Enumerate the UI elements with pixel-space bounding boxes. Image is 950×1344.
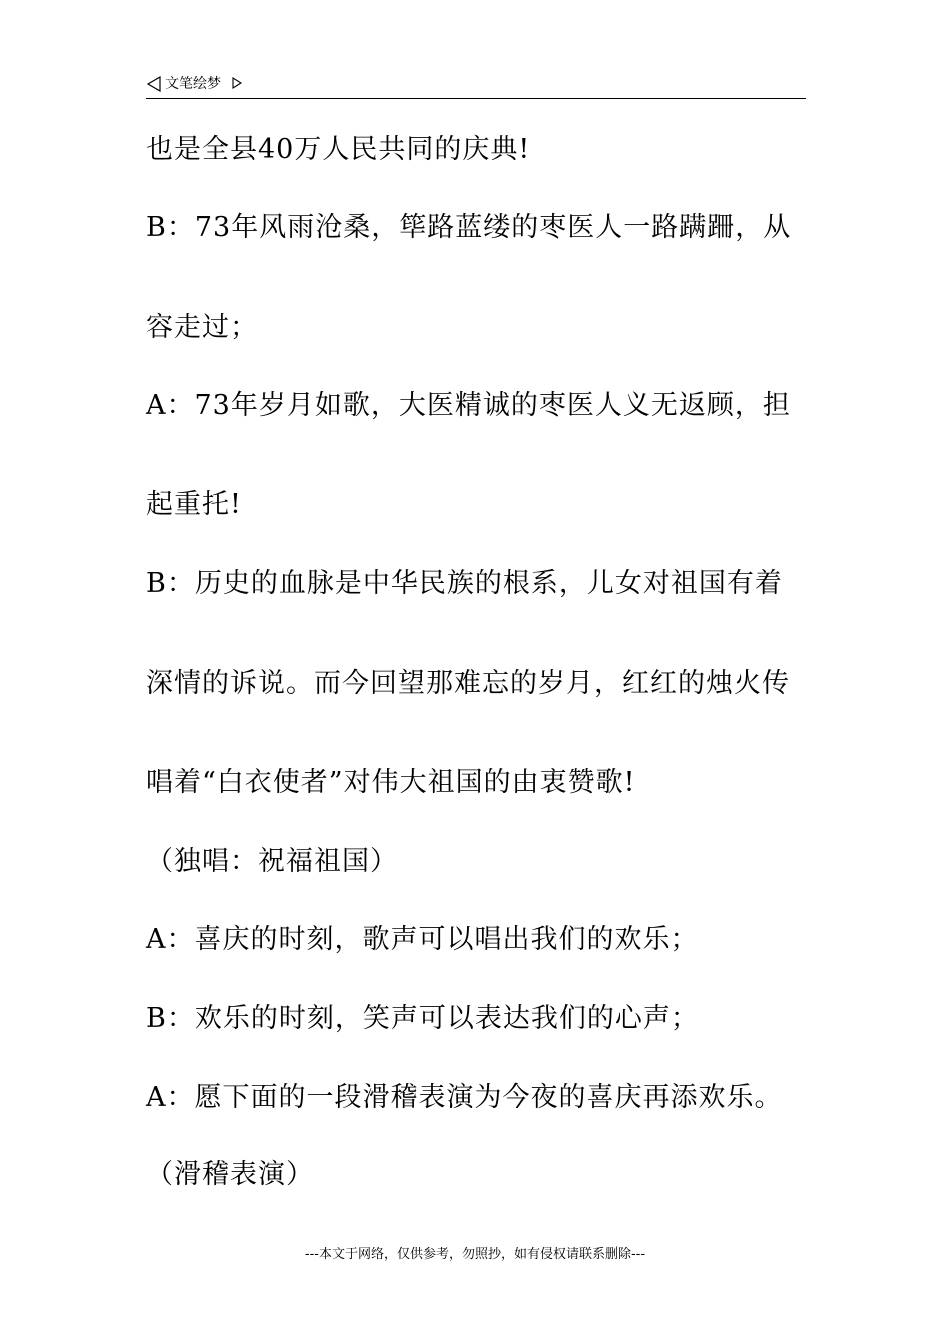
body-line: 深情的诉说。而今回望那难忘的岁月，红红的烛火传 <box>146 668 790 699</box>
body-line: （独唱：祝福祖国） <box>146 846 398 877</box>
page-footer: ---本文于网络，仅供参考，勿照抄，如有侵权请联系删除--- <box>304 1247 646 1262</box>
header-title: 文笔绘梦 <box>165 76 221 92</box>
body-line: A：喜庆的时刻，歌声可以唱出我们的欢乐； <box>146 924 699 955</box>
body-line: B：73年风雨沧桑，筚路蓝缕的枣医人一路蹒跚，从 <box>146 212 792 243</box>
page-header <box>146 74 806 99</box>
body-line: （滑稽表演） <box>146 1159 314 1190</box>
body-line: B：历史的血脉是中华民族的根系，儿女对祖国有着 <box>146 568 783 599</box>
body-line: 唱着“白衣使者”对伟大祖国的由衷赞歌! <box>146 767 636 798</box>
body-line: 也是全县40万人民共同的庆典! <box>146 134 531 165</box>
triangle-right-outline-icon <box>232 77 242 89</box>
body-line: A：愿下面的一段滑稽表演为今夜的喜庆再添欢乐。 <box>146 1082 783 1113</box>
body-line: B：欢乐的时刻，笑声可以表达我们的心声； <box>146 1003 699 1034</box>
body-line: A：73年岁月如歌，大医精诚的枣医人义无返顾，担 <box>146 390 791 421</box>
body-line: 容走过； <box>146 312 258 343</box>
triangle-left-outline-icon <box>146 76 162 92</box>
body-line: 起重托! <box>146 489 242 520</box>
